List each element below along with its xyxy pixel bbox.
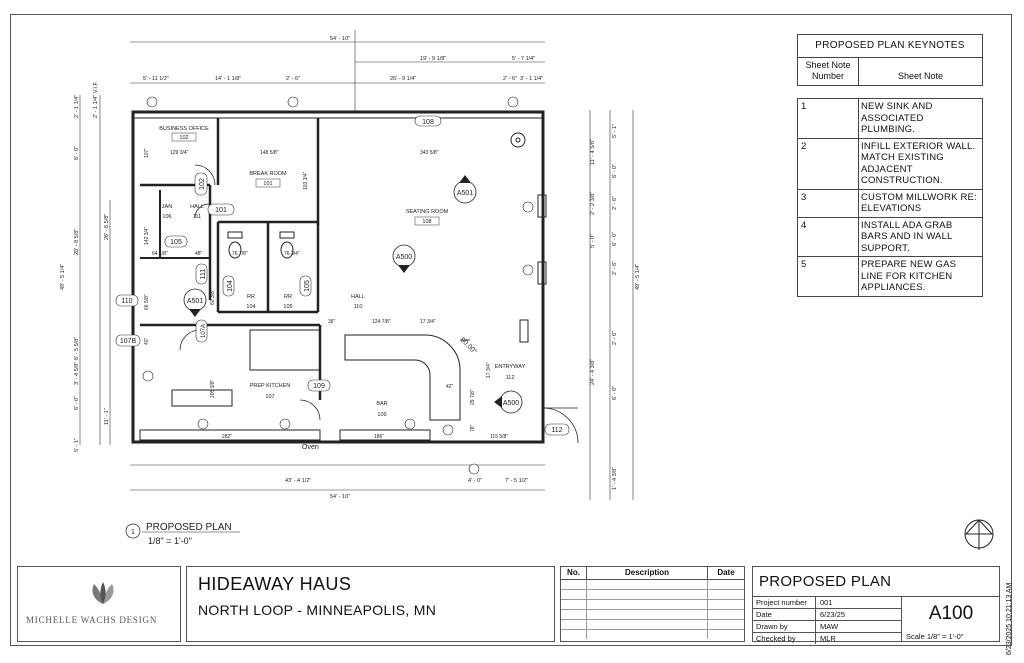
- dim-label: 103 3/4": [303, 171, 309, 190]
- dim-label: 6' - 0": [74, 395, 80, 410]
- dim-label: 19' - 9 1/8": [420, 56, 447, 62]
- dim-label: 14' - 1 1/8": [215, 76, 242, 82]
- keynote-text: PREPARE NEW GAS LINE FOR KITCHEN APPLIANCES.: [861, 259, 957, 293]
- keynote-row: [798, 218, 982, 258]
- door-tag: 105: [170, 239, 182, 246]
- revisions-table: [560, 566, 745, 642]
- dim-label: 5' - 1": [74, 437, 80, 452]
- angle-label: 90.00°: [458, 336, 478, 356]
- room-name: HALL: [190, 204, 204, 210]
- room-number: 108: [422, 219, 432, 225]
- dim-label: 17 3/4": [420, 319, 436, 325]
- drawing-number: 1: [131, 529, 135, 536]
- dim-label: 2' - 2 3/8": [590, 191, 596, 215]
- print-timestamp: 6/23/2025 10:21:13 AM: [1006, 582, 1013, 655]
- keynote-number: 4: [798, 218, 859, 257]
- dim-label: 76 3/4": [284, 251, 300, 257]
- dim-label: 36": [328, 319, 336, 325]
- dim-label: 43' - 4 1/2": [285, 478, 312, 484]
- keynotes-title: PROPOSED PLAN KEYNOTES: [797, 34, 983, 58]
- dim-label: 6' - 0": [612, 163, 618, 178]
- keynote-row: [798, 99, 982, 139]
- dim-label: 26' - 6 5/8": [104, 213, 110, 240]
- sheet-title: PROPOSED PLAN: [759, 573, 892, 590]
- project-number: 001: [820, 598, 833, 607]
- dim-label: 343 5/8": [420, 150, 439, 156]
- dim-label: 66 5/8": [144, 294, 150, 310]
- sheet-date: 6/23/25: [820, 610, 846, 619]
- room-number: 107: [265, 394, 275, 400]
- dim-label: 2' - 1 1/4": [74, 94, 80, 118]
- dim-label: 115 5/8": [490, 434, 509, 440]
- dim-label: 5' - 11 1/2": [143, 76, 169, 82]
- dim-label: 24' - 4 3/8": [590, 358, 596, 385]
- room-name: ENTRYWAY: [494, 364, 526, 370]
- dim-label: 40": [144, 337, 150, 345]
- room-number: 102: [179, 135, 189, 141]
- dim-label: 6' - 0": [612, 385, 618, 400]
- section-tag: A501: [456, 190, 474, 197]
- dim-label: 3' - 4 5/8": [74, 361, 80, 385]
- dim-label: 17 3/4": [486, 362, 492, 378]
- room-name: HALL: [351, 294, 365, 300]
- rev-col-no: No.: [561, 567, 587, 579]
- drawn-by-label: Drawn by: [753, 621, 816, 632]
- dim-label: 142 3/4": [144, 226, 150, 245]
- project-location: NORTH LOOP - MINNEAPOLIS, MN: [198, 602, 437, 618]
- door-tag: 107B: [119, 338, 137, 345]
- dim-label: 49' - 5 1/4": [60, 263, 66, 290]
- room-number: 109: [377, 412, 387, 418]
- dim-label: 1' - 4 3/8": [612, 466, 618, 490]
- rev-col-description: Description: [587, 567, 708, 579]
- flower-logo-icon: [86, 580, 120, 606]
- dim-label: 60 3/8": [210, 289, 216, 305]
- door-tag: 105: [304, 280, 311, 292]
- room-number: 104: [246, 304, 256, 310]
- dim-label: 205 3/8": [210, 379, 216, 398]
- dim-label: 148 5/8": [260, 150, 279, 156]
- firm-name: MICHELLE WACHS DESIGN: [26, 615, 158, 625]
- keynote-number: 3: [798, 190, 859, 217]
- dim-label: 6' - 0": [74, 145, 80, 160]
- door-tag: 102: [199, 178, 206, 190]
- dim-label: 5' - 1": [612, 123, 618, 138]
- exterior-wall: [133, 112, 543, 442]
- keynotes-header: [797, 58, 983, 86]
- dim-label: 7' - 5 1/2": [505, 478, 529, 484]
- date-label: Date: [753, 609, 816, 620]
- project-block: [186, 566, 555, 642]
- checked-by: MLR: [820, 634, 836, 643]
- north-arrow-icon: [962, 516, 996, 552]
- door-tag: 104: [227, 280, 234, 292]
- door-tag: 112: [551, 427, 563, 434]
- room-number: 101: [263, 181, 273, 187]
- room-number: 105: [283, 304, 293, 310]
- keynote-text: INFILL EXTERIOR WALL. MATCH EXISTING ADJACENT CONSTRUCTION.: [861, 140, 976, 186]
- project-name: HIDEAWAY HAUS: [198, 574, 352, 594]
- dim-label: 2' - 6": [612, 260, 618, 275]
- room-name: JAN: [161, 204, 173, 210]
- sheet-number: A100: [901, 596, 1000, 632]
- dim-label: 124 7/8": [372, 319, 391, 325]
- dim-label: 11' - 1": [104, 408, 110, 425]
- dim-label: 11' - 4 5/8": [590, 139, 596, 165]
- dim-label: 20' - 8 5/8": [74, 228, 80, 255]
- oven-label: Oven: [302, 444, 319, 451]
- dim-label: 5' - 0": [590, 233, 596, 248]
- room-name: BAR: [376, 401, 388, 407]
- dim-label: 2' - 6": [612, 330, 618, 345]
- door-tag: 107A: [201, 323, 207, 339]
- dim-label: 2' - 6": [503, 76, 518, 82]
- door-tag: 109: [313, 383, 325, 390]
- sheet-scale: Scale 1/8" = 1'-0": [901, 631, 999, 642]
- keynotes-table: [797, 98, 983, 297]
- keynote-row: [798, 257, 982, 296]
- section-tag: A500: [395, 254, 413, 261]
- dim-label: 78": [470, 424, 476, 432]
- dim-label: 3' - 1 1/4": [520, 76, 544, 82]
- drawing-title: PROPOSED PLAN: [146, 522, 232, 533]
- room-number: 111: [192, 214, 202, 220]
- dim-label: 282": [222, 434, 233, 440]
- room-name: BREAK ROOM: [249, 171, 287, 177]
- dim-label: 6' - 0": [612, 231, 618, 246]
- dim-label: 76 7/8": [232, 251, 248, 257]
- dim-label: 186": [374, 434, 385, 440]
- room-name: PREP KITCHEN: [249, 383, 291, 389]
- dim-label: 4' - 0": [468, 478, 483, 484]
- room-name: BUSINESS OFFICE: [159, 126, 209, 132]
- drawing-scale: 1/8" = 1'-0": [148, 536, 192, 546]
- keynote-number: 2: [798, 139, 859, 189]
- room-number: 110: [353, 304, 363, 310]
- keynotes-col-number: Sheet Note Number: [798, 58, 859, 85]
- section-tag: A500: [502, 400, 520, 407]
- room-name: RR: [284, 294, 292, 300]
- keynotes-col-note: Sheet Note: [897, 71, 944, 81]
- dim-label: 107": [144, 147, 150, 158]
- drawn-by: MAW: [820, 622, 839, 631]
- door-tag: 110: [121, 298, 133, 305]
- dim-label: 6' - 5 5/8": [74, 336, 80, 360]
- dim-label: 5' - 7 1/4": [512, 56, 536, 62]
- dim-label: 64 1/8": [152, 251, 168, 257]
- project-number-label: Project number: [753, 597, 816, 608]
- keynote-text: INSTALL ADA GRAB BARS AND IN WALL SUPPORT.: [861, 219, 953, 254]
- door-tag: 101: [215, 207, 227, 214]
- rev-col-date: Date: [717, 568, 735, 577]
- dim-label: 48": [195, 251, 203, 257]
- room-number: 106: [162, 214, 172, 220]
- dim-label: 2' - 6": [612, 195, 618, 210]
- keynote-number: 5: [798, 257, 859, 296]
- dim-label: 26' - 9 1/4": [390, 76, 417, 82]
- dim-label: 49' - 5 1/4": [635, 263, 641, 290]
- dim-label: 2' - 1 1/4" V.I.F.: [93, 81, 99, 118]
- checked-by-label: Checked by: [753, 633, 816, 644]
- dim-label: 129 3/4": [170, 150, 189, 156]
- section-tag: A501: [186, 298, 204, 305]
- room-name: RR: [247, 294, 255, 300]
- dim-label: 2' - 6": [286, 76, 301, 82]
- dim-top-overall: 54' - 10": [330, 36, 351, 42]
- room-number: 112: [505, 375, 515, 381]
- keynote-text: NEW SINK AND ASSOCIATED PLUMBING.: [861, 101, 933, 135]
- keynote-text: CUSTOM MILLWORK RE: ELEVATIONS: [861, 191, 977, 214]
- keynote-row: [798, 139, 982, 190]
- dim-label: 42": [446, 384, 454, 390]
- keynote-row: [798, 190, 982, 218]
- dim-label: 29 7/8": [470, 389, 476, 405]
- dim-label: 54' - 10": [330, 494, 351, 500]
- keynote-number: 1: [798, 99, 859, 138]
- door-tag: 108: [422, 119, 434, 126]
- room-name: SEATING ROOM: [405, 209, 449, 215]
- door-tag: 111: [200, 268, 207, 280]
- sheet-info-block: [752, 566, 1000, 642]
